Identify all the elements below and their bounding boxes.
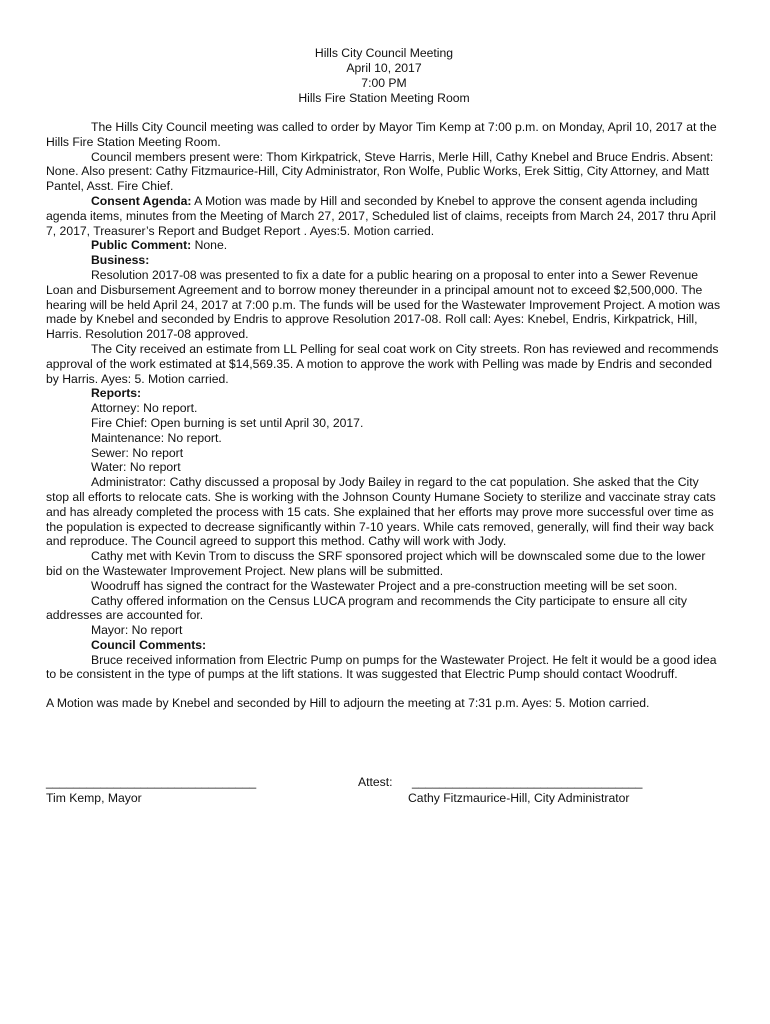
report-attorney: Attorney: No report.: [91, 401, 198, 416]
report-administrator-census: Cathy offered information on the Census LUCA program and recommends the City participate to ensure all city addresses are accounted for.: [46, 593, 687, 623]
administrator-signature-line: __________________________________: [412, 775, 643, 789]
call-to-order-paragraph: The Hills City Council meeting was called to order by Mayor Tim Kemp at 7:00 p.m. on Monday, April 10, 2017 at the Hills Fire Station Meeting Room.: [46, 120, 717, 149]
report-administrator-srf: Cathy met with Kevin Trom to discuss the SRF sponsored project which will be downscaled some due to the lower bid on the Wastewater Improvement Project. New plans will be submitted.: [46, 549, 706, 578]
administrator-name: Cathy Fitzmaurice-Hill, City Administrator: [408, 791, 630, 805]
report-mayor: Mayor: No report: [91, 623, 183, 638]
reports-heading-text: Reports:: [91, 386, 142, 401]
report-administrator-woodruff: Woodruff has signed the contract for the Wastewater Project and a pre-construction meeting will be set soon.: [91, 578, 678, 593]
consent-agenda-text: A Motion was made by Hill and seconded by Knebel to approve the consent agenda including agenda items, minutes from the Meeting of March 27, 2017, Scheduled list of claims, receipts from March 24, 2017 thru April 7, 2017, Treasurer’s Report and Budget Report . Ayes:5. Motion carried.: [46, 193, 716, 238]
report-sewer: Sewer: No report: [91, 445, 184, 460]
resolution-paragraph: Resolution 2017-08 was presented to fix a date for a public hearing on a proposal to enter into a Sewer Revenue Loan and Disbursement Agreement and to borrow money thereunder in a principal amount not to exceed $2,500,000. The hearing will be held April 24, 2017 at 7:00 p.m. The funds will be used for the Wastewater Improvement Project. A motion was made by Knebel and seconded by Endris to approve Resolution 2017-08. Roll call: Ayes: Knebel, Endris, Kirkpatrick, Hill, Harris. Resolution 2017-08 approved.: [46, 267, 721, 342]
council-comments-paragraph: Bruce received information from Electric Pump on pumps for the Wastewater Project. He felt it would be a good idea to be consistent in the type of pumps at the lift stations. It was suggested that Electric Pump should contact Woodruff.: [46, 652, 717, 682]
report-administrator-cats: Administrator: Cathy discussed a proposal by Jody Bailey in regard to the cat population. She asked that the City stop all efforts to relocate cats. She is working with the Johnson County Humane Society to sterilize and vaccinate stray cats and has already completed the process with 15 cats. She explained that her efforts may prove more successful over time as the population is expected to decrease significantly within 7-10 years. While cats removed, generally, will find their way back and reproduce. The Council agreed to support this method. Cathy will work with Jody.: [46, 475, 716, 549]
meeting-title: Hills City Council Meeting: [314, 46, 454, 60]
meeting-date: April 10, 2017: [346, 61, 422, 75]
public-comment-heading: Public Comment:: [91, 238, 192, 253]
public-comment-paragraph: [46, 238, 722, 253]
seal-coat-paragraph: The City received an estimate from LL Pelling for seal coat work on City streets. Ron has reviewed and recommends approval of the work estimated at $14,569.35. A motion to approve the work with Pelling was made by Endris and seconded by Harris. Ayes: 5. Motion carried.: [46, 341, 719, 386]
council-comments-heading: [46, 638, 722, 653]
business-heading-text: Business:: [91, 253, 150, 268]
signature-block: [46, 775, 722, 815]
report-maintenance: Maintenance: No report.: [91, 430, 222, 445]
reports-heading: [46, 386, 722, 401]
document-header: [46, 46, 722, 106]
consent-agenda-paragraph: [46, 194, 722, 238]
attendance-paragraph: Council members present were: Thom Kirkpatrick, Steve Harris, Merle Hill, Cathy Knebel and Bruce Endris. Absent: None. Also present: Cathy Fitzmaurice-Hill, City Administrator, Ron Wolfe, Public Works, Erek Sittig, City Attorney, and Matt Pantel, Asst. Fire Chief.: [46, 149, 714, 194]
adjournment-paragraph: A Motion was made by Knebel and seconded by Hill to adjourn the meeting at 7:31 p.m. Ayes: 5. Motion carried.: [46, 696, 650, 711]
council-comments-heading-text: Council Comments:: [91, 637, 207, 652]
report-fire-chief: Fire Chief: Open burning is set until April 30, 2017.: [91, 415, 364, 430]
public-comment-text: None.: [191, 238, 228, 253]
meeting-time: 7:00 PM: [361, 76, 407, 90]
minutes-page: [46, 46, 722, 711]
meeting-location: Hills Fire Station Meeting Room: [298, 91, 470, 105]
report-water: Water: No report: [91, 460, 181, 475]
attest-label: Attest:: [358, 775, 393, 789]
mayor-name: Tim Kemp, Mayor: [46, 791, 142, 805]
business-heading: [46, 253, 722, 268]
consent-agenda-heading: Consent Agenda:: [91, 193, 192, 208]
spacer: [46, 682, 722, 696]
mayor-signature-line: _______________________________: [46, 775, 257, 789]
